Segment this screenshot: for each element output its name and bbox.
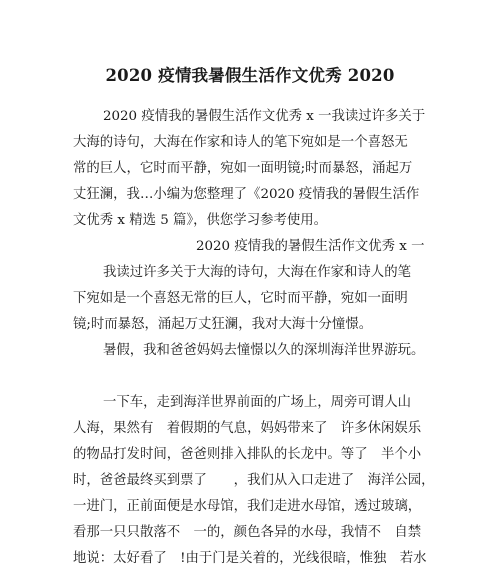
paragraph-line: 暑假，我和爸爸妈妈去憧憬以久的深圳海洋世界游玩。 xyxy=(103,343,425,358)
paragraph-line: 下宛如是一个喜怒无常的巨人，它时而平静，宛如一面明 xyxy=(73,291,408,306)
paragraph-line: 看那一只只散落不 一的，颜色各异的水母，我情不 自禁 xyxy=(73,525,422,540)
paragraph-line: 文优秀 x 精选 5 篇》，供您学习参考使用。 xyxy=(73,213,328,228)
paragraph-line: 我读过许多关于大海的诗句，大海在作家和诗人的笔 xyxy=(103,265,411,280)
paragraph-line: 时，爸爸最终买到票了 ，我们从入口走进了 海洋公园， xyxy=(73,473,435,488)
paragraph-line: 一进门，正前面便是水母馆，我们走进水母馆，透过玻璃， xyxy=(73,499,422,514)
section-heading: 2020 疫情我的暑假生活作文优秀 x 一 xyxy=(196,239,425,254)
paragraph-line: 2020 疫情我的暑假生活作文优秀 x 一我读过许多关于 xyxy=(103,109,426,124)
paragraph-line: 丈狂澜，我…小编为您整理了《2020 疫情我的暑假生活作 xyxy=(73,187,420,202)
paragraph-line: 的物品打发时间，爸爸则排入排队的长龙中。等了 半个小 xyxy=(73,447,422,462)
paragraph-line: 一下车，走到海洋世界前面的广场上，周旁可谓人山 xyxy=(103,395,411,410)
paragraph-line: 大海的诗句，大海在作家和诗人的笔下宛如是一个喜怒无 xyxy=(73,135,408,150)
paragraph-line: 常的巨人，它时而平静，宛如一面明镜;时而暴怒，涌起万 xyxy=(73,161,413,176)
paragraph-line: 镜;时而暴怒，涌起万丈狂澜，我对大海十分憧憬。 xyxy=(73,317,373,332)
paragraph-line: 人海，果然有 着假期的气息，妈妈带来了 许多休闲娱乐 xyxy=(73,421,422,436)
document-title: 2020 疫情我暑假生活作文优秀 2020 xyxy=(105,66,395,85)
paragraph-line: 地说：太好看了 !由于门是关着的，光线很暗，惟独 若水 xyxy=(73,551,427,566)
